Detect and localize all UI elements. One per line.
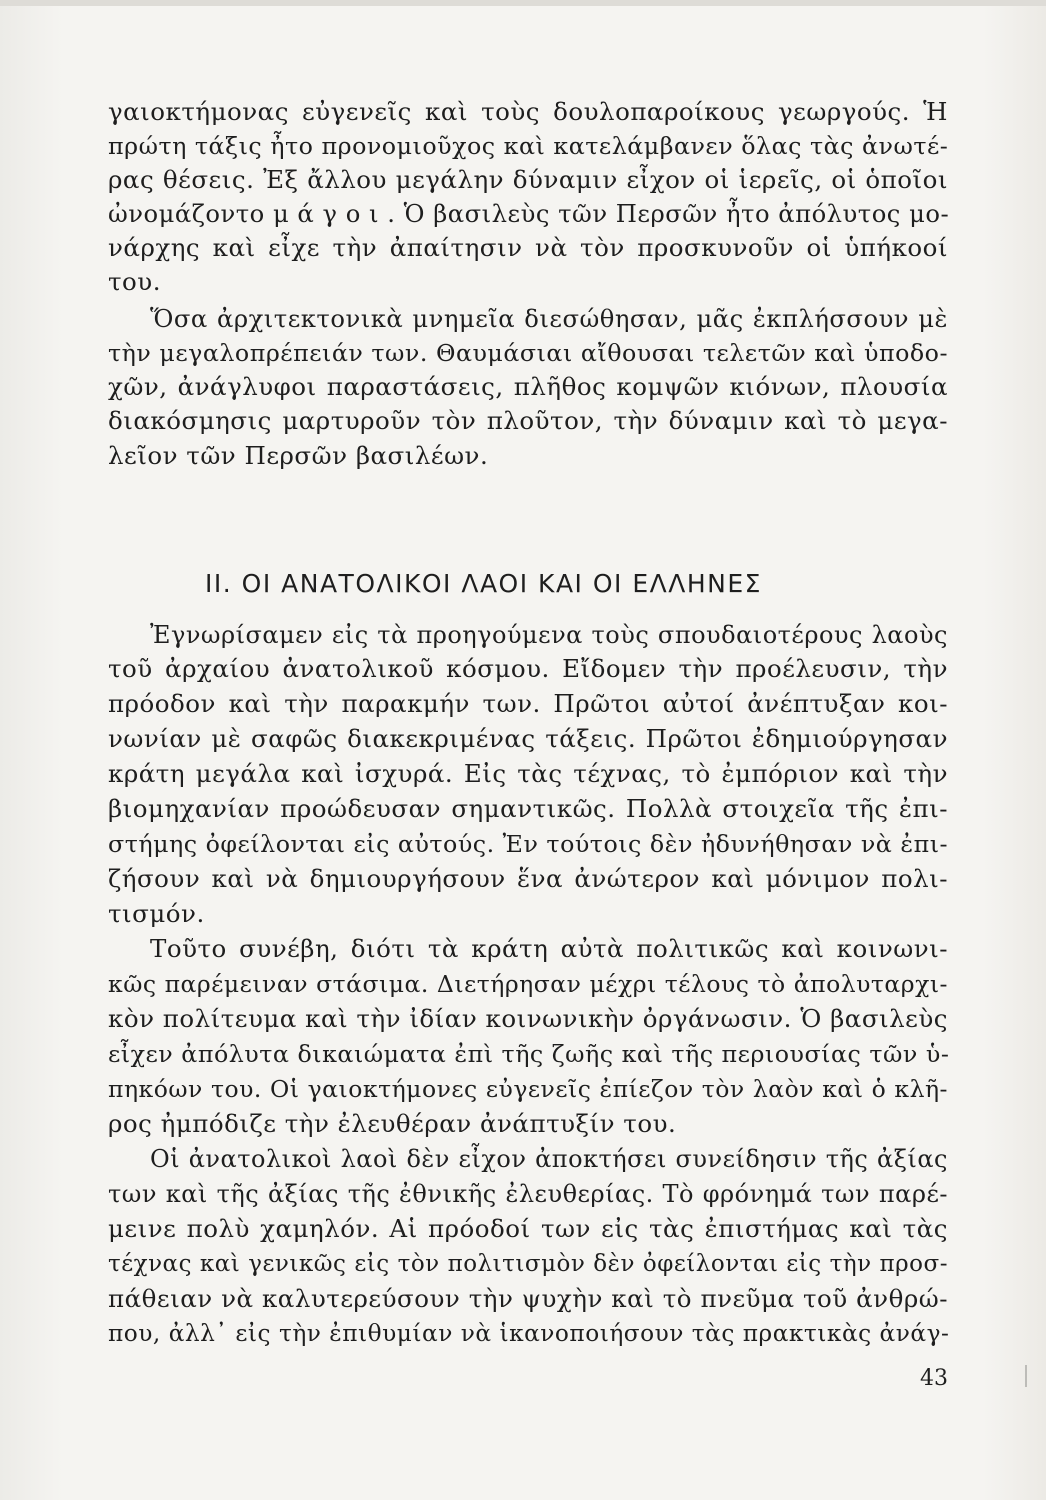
text-line: πρώτη τάξις ἦτο προνομιοῦχος καὶ κατελάμβανεν ὅλας τὰς ἀνωτέ-: [108, 132, 949, 160]
text-line: Τοῦτο συνέβη, διότι τὰ κράτη αὐτὰ πολιτικῶς καὶ κοινωνι-: [150, 934, 948, 963]
text-line: κράτη μεγάλα καὶ ἰσχυρά. Εἰς τὰς τέχνας, τὸ ἐμπόριον καὶ τὴν: [108, 759, 948, 788]
text-line: κὸν πολίτευμα καὶ τὴν ἰδίαν κοινωνικὴν ὀργάνωσιν. Ὁ βασιλεὺς: [108, 1004, 948, 1033]
text-line: που, ἀλλ᾽ εἰς τὴν ἐπιθυμίαν νὰ ἱκανοποιήσουν τὰς πρακτικὰς ἀνάγ-: [108, 1320, 950, 1347]
section-heading: II. ΟΙ ΑΝΑΤΟΛΙΚΟΙ ΛΑΟΙ ΚΑΙ ΟΙ ΕΛΛΗΝΕΣ: [205, 569, 762, 598]
text-line: τὴν μεγαλοπρέπειάν των. Θαυμάσιαι αἴθουσαι τελετῶν καὶ ὑποδο-: [108, 339, 948, 367]
text-line: τισμόν.: [108, 899, 205, 928]
margin-mark: [1025, 1365, 1027, 1387]
text-line: του.: [108, 267, 161, 296]
text-line: λεῖον τῶν Περσῶν βασιλέων.: [108, 441, 489, 470]
text-line: ζήσουν καὶ νὰ δημιουργήσουν ἕνα ἀνώτερον καὶ μόνιμον πολι-: [108, 864, 948, 893]
text-line: πάθειαν νὰ καλυτερεύσουν τὴν ψυχὴν καὶ τὸ πνεῦμα τοῦ ἀνθρώ-: [108, 1284, 948, 1313]
text-line: εἶχεν ἀπόλυτα δικαιώματα ἐπὶ τῆς ζωῆς καὶ τῆς περιουσίας τῶν ὑ-: [108, 1040, 950, 1068]
text-line: ρος ἠμπόδιζε τὴν ἐλευθέραν ἀνάπτυξίν του.: [108, 1109, 677, 1138]
text-line: τέχνας καὶ γενικῶς εἰς τὸν πολιτισμὸν δὲν ὀφείλονται εἰς τὴν προσ-: [108, 1251, 948, 1277]
text-line: Ἐγνωρίσαμεν εἰς τὰ προηγούμενα τοὺς σπουδαιοτέρους λαοὺς: [150, 621, 948, 649]
page-number: 43: [920, 1366, 948, 1391]
text-line: ὠνομάζοντο μ ά γ ο ι . Ὁ βασιλεὺς τῶν Περσῶν ἦτο ἀπόλυτος μο-: [108, 199, 950, 228]
text-line: τοῦ ἀρχαίου ἀνατολικοῦ κόσμου. Εἴδομεν τὴν προέλευσιν, τὴν: [108, 654, 948, 683]
text-line: χῶν, ἀνάγλυφοι παραστάσεις, πλῆθος κομψῶν κιόνων, πλουσία: [108, 372, 948, 401]
text-line: ρας θέσεις. Ἐξ ἄλλου μεγάλην δύναμιν εἶχον οἱ ἱερεῖς, οἱ ὁποῖοι: [108, 165, 948, 194]
text-line: Οἱ ἀνατολικοὶ λαοὶ δὲν εἶχον ἀποκτήσει συνείδησιν τῆς ἀξίας: [150, 1145, 948, 1173]
text-line: διακόσμησις μαρτυροῦν τὸν πλοῦτον, τὴν δύναμιν καὶ τὸ μεγα-: [108, 406, 948, 435]
text-line: πρόοδον καὶ τὴν παρακμήν των. Πρῶτοι αὐτοί ἀνέπτυξαν κοι-: [108, 689, 948, 718]
text-line: νάρχης καὶ εἶχε τὴν ἀπαίτησιν νὰ τὸν προσκυνοῦν οἱ ὑπήκοοί: [108, 233, 948, 262]
text-line: πηκόων του. Οἱ γαιοκτήμονες εὐγενεῖς ἐπίεζον τὸν λαὸν καὶ ὁ κλῆ-: [108, 1075, 948, 1103]
text-line: μεινε πολὺ χαμηλόν. Αἱ πρόοδοί των εἰς τὰς ἐπιστήμας καὶ τὰς: [108, 1214, 948, 1243]
text-line: βιομηχανίαν προώδευσαν σημαντικῶς. Πολλὰ στοιχεῖα τῆς ἐπι-: [108, 794, 948, 823]
text-line: γαιοκτήμονας εὐγενεῖς καὶ τοὺς δουλοπαροίκους γεωργούς. Ἡ: [108, 97, 948, 126]
text-line: των καὶ τῆς ἀξίας τῆς ἐθνικῆς ἐλευθερίας. Τὸ φρόνημά των παρέ-: [108, 1180, 948, 1208]
text-line: Ὅσα ἀρχιτεκτονικὰ μνημεῖα διεσώθησαν, μᾶς ἐκπλήσσουν μὲ: [150, 304, 948, 333]
text-line: στήμης ὀφείλονται εἰς αὐτούς. Ἐν τούτοις δὲν ἠδυνήθησαν νὰ ἐπι-: [108, 830, 949, 858]
text-line: νωνίαν μὲ σαφῶς διακεκριμένας τάξεις. Πρῶτοι ἐδημιούργησαν: [108, 724, 948, 753]
text-line: κῶς παρέμειναν στάσιμα. Διετήρησαν μέχρι τέλους τὸ ἀπολυταρχι-: [108, 970, 948, 998]
